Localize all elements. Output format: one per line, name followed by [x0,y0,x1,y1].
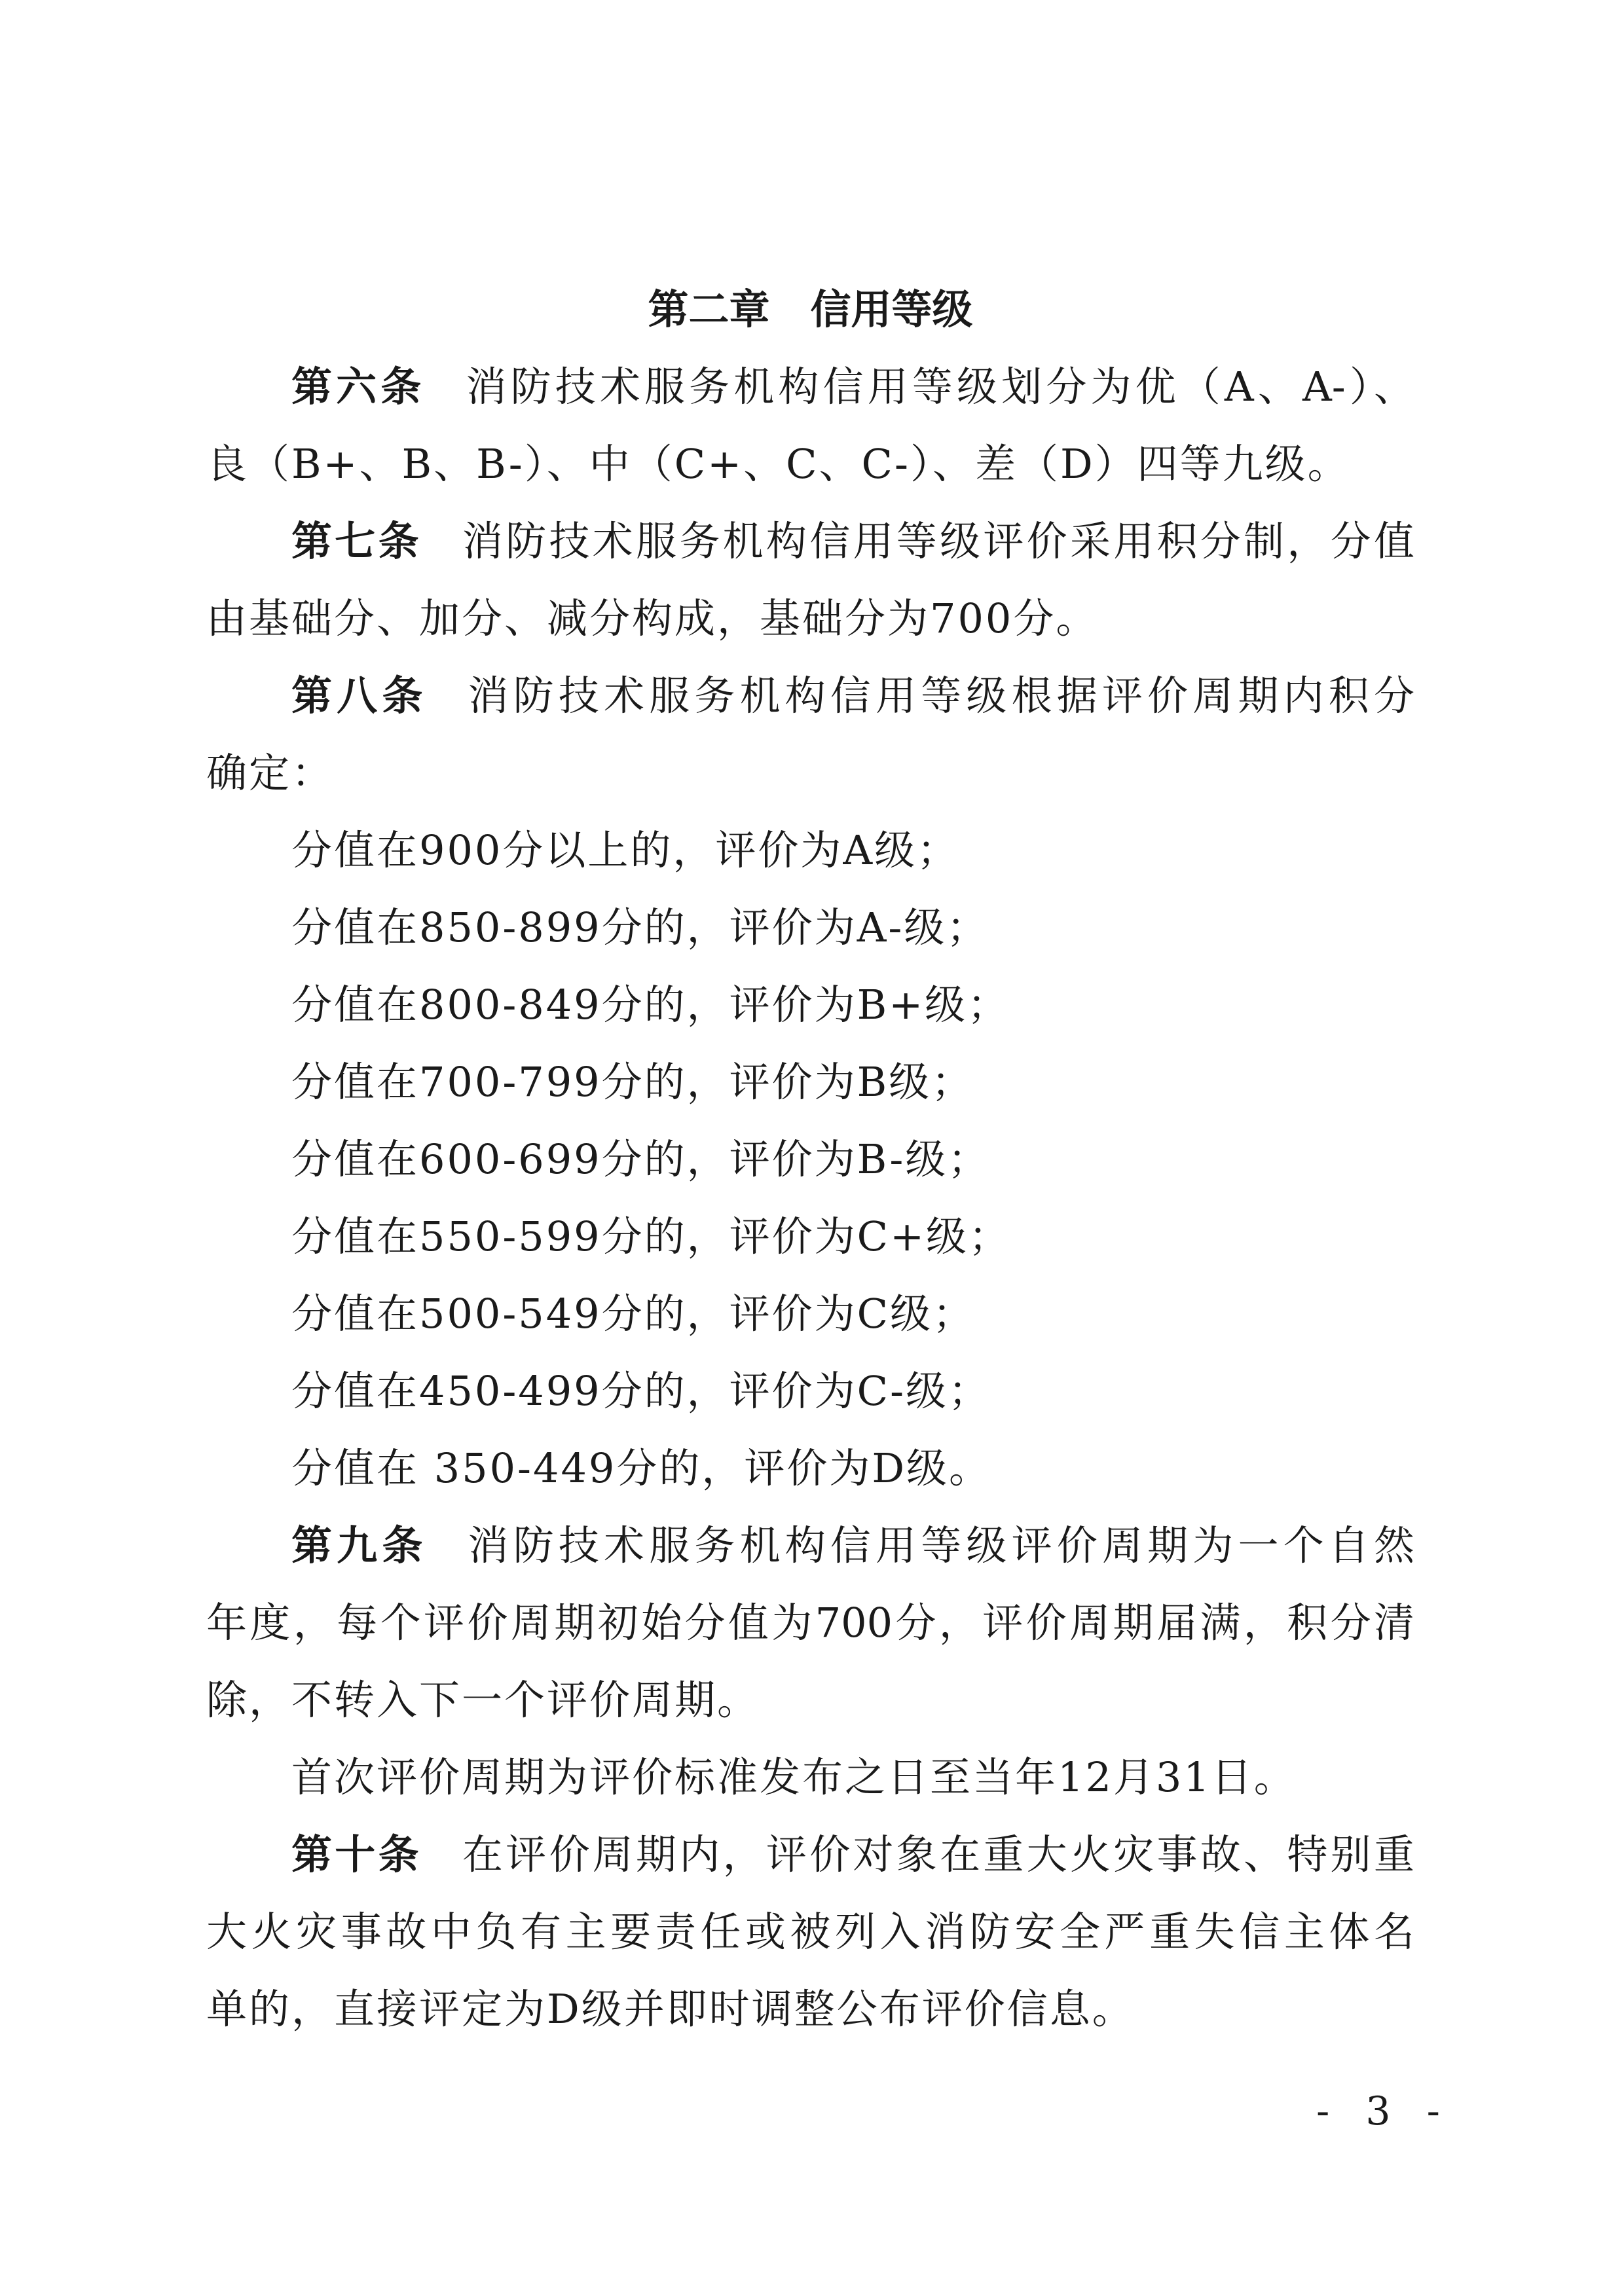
line-text: 大火灾事故中负有主要责任或被列入消防安全严重失信主体名 [206,1908,1414,1956]
article [206,1816,1414,2048]
text-line [206,735,1414,812]
text-line [206,1430,1414,1507]
chapter-title [206,271,1414,348]
text-line [206,426,1414,503]
text-line [206,1121,1414,1198]
text-line [206,1816,1414,1893]
document-body [206,271,1414,2048]
line-text: 首次评价周期为评价标准发布之日至当年12月31日。 [291,1753,1297,1801]
paragraph [206,1121,1414,1198]
paragraphs [206,348,1414,2048]
text-line [206,812,1414,889]
text-line [206,1971,1414,2048]
paragraph [206,812,1414,889]
text-line [206,1507,1414,1584]
text-line [206,1584,1414,1662]
paragraph [206,889,1414,966]
text-line [206,580,1414,657]
text-line [206,1198,1414,1275]
article-label: 第十条 [291,1831,422,1878]
article [206,348,1414,503]
article-label: 第六条 [291,363,426,410]
paragraph [206,1044,1414,1121]
line-text: 分值在700-799分的，评价为B级； [291,1058,974,1106]
text-line [206,348,1414,426]
text-line [206,1662,1414,1739]
article [206,503,1414,657]
line-text: 在评价周期内，评价对象在重大火灾事故、特别重 [462,1831,1414,1878]
text-line [206,1893,1414,1971]
article-label: 第九条 [291,1522,428,1569]
article [206,657,1414,812]
line-text: 由基础分、加分、减分构成，基础分为700分。 [206,594,1099,642]
line-text: 消防技术服务机构信用等级评价周期为一个自然 [468,1522,1414,1569]
line-text: 分值在550-599分的，评价为C+级； [291,1212,1012,1260]
chapter-name: 信用等级 [810,285,973,333]
text-line [206,1044,1414,1121]
text-line [206,1739,1414,1816]
text-line [206,503,1414,580]
line-text: 分值在600-699分的，评价为B-级； [291,1135,991,1183]
article [206,1507,1414,1739]
line-text: 确定： [206,749,335,797]
line-text: 分值在450-499分的，评价为C-级； [291,1367,991,1415]
paragraph [206,1430,1414,1507]
text-line [206,1353,1414,1430]
line-text: 良（B+、B、B-）、中（C+、C、C-）、差（D）四等九级。 [206,440,1350,488]
text-line [206,657,1414,735]
text-line [206,889,1414,966]
text-line [206,966,1414,1044]
paragraph [206,1739,1414,1816]
line-text: 分值在 350-449分的，评价为D级。 [291,1444,992,1492]
paragraph [206,1353,1414,1430]
chapter-number: 第二章 [648,285,770,333]
line-text: 除，不转入下一个评价周期。 [206,1676,760,1724]
line-text: 分值在500-549分的，评价为C级； [291,1290,976,1338]
article-label: 第八条 [291,672,428,720]
paragraph [206,1198,1414,1275]
text-line [206,1275,1414,1353]
paragraph [206,1275,1414,1353]
line-text: 消防技术服务机构信用等级评价采用积分制，分值 [462,517,1414,565]
line-text: 单的，直接评定为D级并即时调整公布评价信息。 [206,1985,1135,2033]
line-text: 分值在800-849分的，评价为B+级； [291,981,1010,1029]
line-text: 消防技术服务机构信用等级根据评价周期内积分 [468,672,1414,720]
page-number: - 3 - [1316,2088,1452,2134]
line-text: 消防技术服务机构信用等级划分为优（A、A-）、 [466,363,1414,410]
line-text: 年度，每个评价周期初始分值为700分，评价周期届满，积分清 [206,1599,1414,1647]
article-label: 第七条 [291,517,422,565]
paragraph [206,966,1414,1044]
line-text: 分值在850-899分的，评价为A-级； [291,903,989,951]
line-text: 分值在900分以上的，评价为A级； [291,826,960,874]
